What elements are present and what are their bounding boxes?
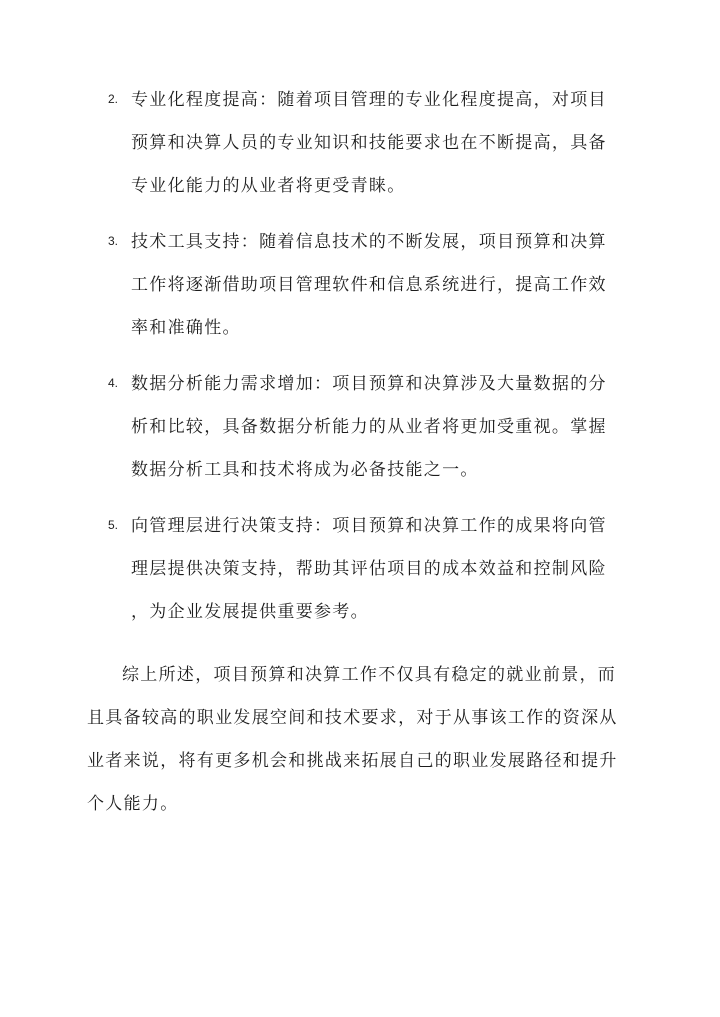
list-item-line: 工作将逐渐借助项目管理软件和信息系统进行，提高工作效 xyxy=(131,275,607,295)
summary-line: 且具备较高的职业发展空间和技术要求，对于从事该工作的资深从 xyxy=(87,708,618,728)
list-item-line: 率和准确性。 xyxy=(131,318,241,338)
list-item-line: 技术工具支持：随着信息技术的不断发展，项目预算和决算 xyxy=(131,232,607,252)
list-item-number: 2. xyxy=(108,92,119,106)
list-item-line: 专业化能力的从业者将更受青睐。 xyxy=(131,176,406,196)
list-item-number: 3. xyxy=(108,234,119,248)
list-item-number: 5. xyxy=(108,518,119,532)
list-item-line: 预算和决算人员的专业知识和技能要求也在不断提高，具备 xyxy=(131,133,607,153)
list-item-line: 向管理层进行决策支持：项目预算和决算工作的成果将向管 xyxy=(131,516,607,536)
list-item-line: 专业化程度提高：随着项目管理的专业化程度提高，对项目 xyxy=(131,90,607,110)
summary-line: 业者来说，将有更多机会和挑战来拓展自己的职业发展路径和提升 xyxy=(87,751,618,771)
summary-line: 个人能力。 xyxy=(87,794,179,814)
list-item-line: 理层提供决策支持，帮助其评估项目的成本效益和控制风险 xyxy=(131,559,607,579)
list-item-number: 4. xyxy=(108,376,119,390)
list-item-line: 数据分析能力需求增加：项目预算和决算涉及大量数据的分 xyxy=(131,374,607,394)
list-item-line: 析和比较，具备数据分析能力的从业者将更加受重视。掌握 xyxy=(131,417,607,437)
summary-line: 综上所述，项目预算和决算工作不仅具有稳定的就业前景，而 xyxy=(122,665,617,685)
list-item-line: 数据分析工具和技术将成为必备技能之一。 xyxy=(131,460,479,480)
list-item-line: ，为企业发展提供重要参考。 xyxy=(131,602,369,622)
